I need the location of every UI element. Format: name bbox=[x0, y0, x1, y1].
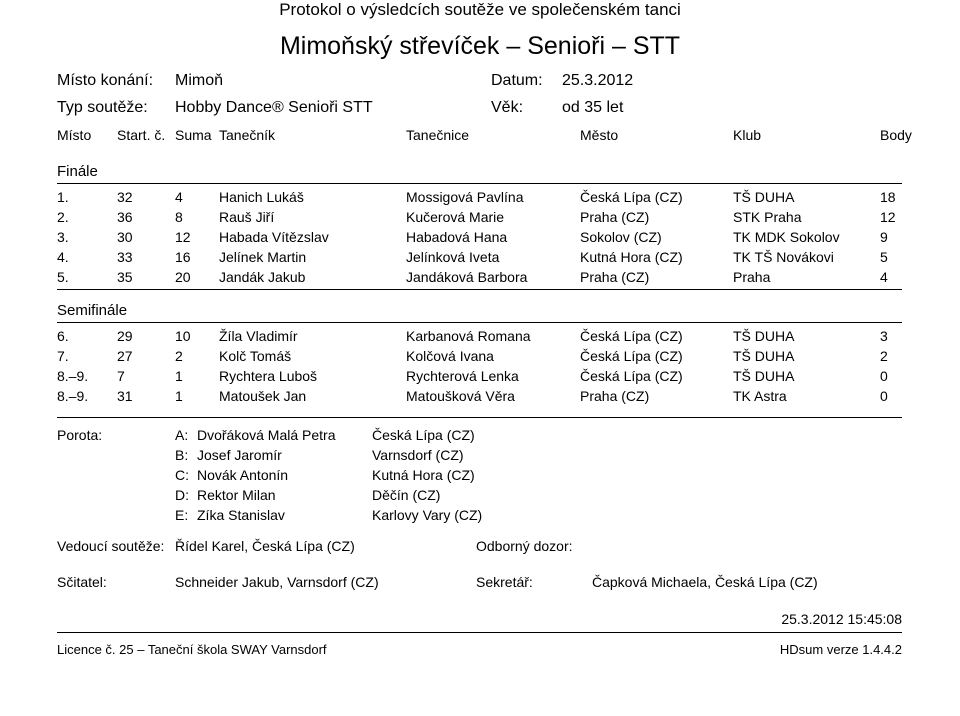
final-cell-klub: TK TŠ Novákovi bbox=[733, 249, 834, 265]
final-cell-tanecnice: Jandáková Barbora bbox=[406, 269, 528, 285]
semifinal-cell-tanecnice: Matoušková Věra bbox=[406, 388, 515, 404]
final-cell-start: 35 bbox=[117, 269, 133, 285]
judge-letter: A: bbox=[175, 427, 189, 443]
final-cell-body: 18 bbox=[880, 189, 896, 205]
semifinal-top-divider bbox=[57, 289, 902, 290]
jury-divider bbox=[57, 417, 902, 418]
age-label: Věk: bbox=[491, 99, 524, 116]
final-cell-mesto: Kutná Hora (CZ) bbox=[580, 249, 683, 265]
final-cell-misto: 5. bbox=[57, 269, 69, 285]
final-cell-tanecnice: Mossigová Pavlína bbox=[406, 189, 524, 205]
final-cell-tanecnice: Habadová Hana bbox=[406, 229, 508, 245]
final-cell-start: 30 bbox=[117, 229, 133, 245]
semifinal-cell-misto: 7. bbox=[57, 348, 69, 364]
type-label: Typ soutěže: bbox=[57, 99, 148, 116]
license-text: Licence č. 25 – Taneční škola SWAY Varnsdorf bbox=[57, 642, 327, 657]
final-cell-klub: Praha bbox=[733, 269, 771, 285]
semifinal-cell-body: 0 bbox=[880, 368, 888, 384]
col-tanecnik: Tanečník bbox=[219, 127, 276, 143]
leader-value: Řídel Karel, Česká Lípa (CZ) bbox=[175, 538, 355, 554]
supervisor-label: Odborný dozor: bbox=[476, 538, 573, 554]
semifinal-cell-klub: TŠ DUHA bbox=[733, 328, 795, 344]
semifinal-cell-tanecnik: Matoušek Jan bbox=[219, 388, 307, 404]
column-header bbox=[0, 127, 960, 147]
semifinal-cell-tanecnice: Rychterová Lenka bbox=[406, 368, 519, 384]
semifinal-cell-mesto: Česká Lípa (CZ) bbox=[580, 328, 683, 344]
judge-name: Dvořáková Malá Petra bbox=[197, 427, 336, 443]
semifinal-divider bbox=[57, 322, 902, 323]
final-cell-start: 33 bbox=[117, 249, 133, 265]
final-cell-misto: 1. bbox=[57, 189, 69, 205]
col-klub: Klub bbox=[733, 127, 762, 143]
semifinal-cell-tanecnik: Kolč Tomáš bbox=[219, 348, 292, 364]
final-cell-tanecnice: Kučerová Marie bbox=[406, 209, 505, 225]
semifinal-cell-misto: 8.–9. bbox=[57, 388, 89, 404]
final-cell-suma: 20 bbox=[175, 269, 191, 285]
footer-divider bbox=[57, 632, 902, 633]
semifinal-cell-body: 0 bbox=[880, 388, 888, 404]
age-value: od 35 let bbox=[562, 99, 624, 116]
semifinal-cell-suma: 1 bbox=[175, 368, 183, 384]
semifinal-cell-tanecnice: Karbanová Romana bbox=[406, 328, 531, 344]
col-suma: Suma bbox=[175, 127, 212, 143]
counter-label: Sčitatel: bbox=[57, 574, 107, 590]
semifinal-row bbox=[0, 388, 960, 408]
final-cell-klub: TK MDK Sokolov bbox=[733, 229, 840, 245]
semifinal-cell-tanecnik: Žíla Vladimír bbox=[219, 328, 298, 344]
semifinal-cell-tanecnice: Kolčová Ivana bbox=[406, 348, 494, 364]
semifinal-cell-body: 2 bbox=[880, 348, 888, 364]
final-cell-suma: 12 bbox=[175, 229, 191, 245]
semifinal-cell-start: 29 bbox=[117, 328, 133, 344]
date-value: 25.3.2012 bbox=[562, 72, 634, 89]
final-row bbox=[0, 269, 960, 289]
final-cell-suma: 8 bbox=[175, 209, 183, 225]
place-label: Místo konání: bbox=[57, 72, 154, 89]
judge-letter: C: bbox=[175, 467, 189, 483]
final-cell-body: 5 bbox=[880, 249, 888, 265]
semifinal-cell-misto: 6. bbox=[57, 328, 69, 344]
semifinal-cell-klub: TŠ DUHA bbox=[733, 348, 795, 364]
semifinal-cell-suma: 2 bbox=[175, 348, 183, 364]
final-section-title: Finále bbox=[57, 163, 98, 180]
semifinal-cell-mesto: Česká Lípa (CZ) bbox=[580, 368, 683, 384]
semifinal-section-title: Semifinále bbox=[57, 302, 128, 319]
final-cell-mesto: Česká Lípa (CZ) bbox=[580, 189, 683, 205]
judge-name: Zíka Stanislav bbox=[197, 507, 285, 523]
semifinal-cell-klub: TK Astra bbox=[733, 388, 787, 404]
semifinal-row bbox=[0, 328, 960, 348]
final-cell-klub: TŠ DUHA bbox=[733, 189, 795, 205]
final-row bbox=[0, 209, 960, 229]
final-cell-mesto: Sokolov (CZ) bbox=[580, 229, 662, 245]
software-version: HDsum verze 1.4.4.2 bbox=[779, 642, 902, 657]
judge-city: Česká Lípa (CZ) bbox=[372, 427, 475, 443]
jury-label: Porota: bbox=[57, 427, 103, 443]
semifinal-cell-start: 7 bbox=[117, 368, 125, 384]
semifinal-cell-body: 3 bbox=[880, 328, 888, 344]
semifinal-cell-start: 31 bbox=[117, 388, 133, 404]
judge-city: Karlovy Vary (CZ) bbox=[372, 507, 483, 523]
final-row bbox=[0, 229, 960, 249]
place-value: Mimoň bbox=[175, 72, 224, 89]
semifinal-cell-misto: 8.–9. bbox=[57, 368, 89, 384]
final-cell-mesto: Praha (CZ) bbox=[580, 209, 650, 225]
final-cell-misto: 2. bbox=[57, 209, 69, 225]
semifinal-row bbox=[0, 368, 960, 388]
final-cell-start: 36 bbox=[117, 209, 133, 225]
judge-city: Děčín (CZ) bbox=[372, 487, 441, 503]
final-cell-tanecnik: Jandák Jakub bbox=[219, 269, 306, 285]
final-cell-tanecnik: Hanich Lukáš bbox=[219, 189, 304, 205]
final-cell-body: 4 bbox=[880, 269, 888, 285]
print-timestamp: 25.3.2012 15:45:08 bbox=[781, 611, 902, 627]
final-cell-klub: STK Praha bbox=[733, 209, 802, 225]
judge-letter: B: bbox=[175, 447, 189, 463]
judge-letter: D: bbox=[175, 487, 189, 503]
col-body: Body bbox=[880, 127, 912, 143]
final-cell-misto: 3. bbox=[57, 229, 69, 245]
col-mesto: Město bbox=[580, 127, 619, 143]
final-cell-tanecnice: Jelínková Iveta bbox=[406, 249, 500, 265]
final-cell-start: 32 bbox=[117, 189, 133, 205]
col-start: Start. č. bbox=[117, 127, 166, 143]
secretary-label: Sekretář: bbox=[476, 574, 533, 590]
final-cell-mesto: Praha (CZ) bbox=[580, 269, 650, 285]
final-cell-tanecnik: Jelínek Martin bbox=[219, 249, 307, 265]
judge-letter: E: bbox=[175, 507, 189, 523]
judge-name: Josef Jaromír bbox=[197, 447, 282, 463]
final-row bbox=[0, 249, 960, 269]
final-cell-tanecnik: Habada Vítězslav bbox=[219, 229, 329, 245]
final-cell-misto: 4. bbox=[57, 249, 69, 265]
counter-value: Schneider Jakub, Varnsdorf (CZ) bbox=[175, 574, 379, 590]
leader-label: Vedoucí soutěže: bbox=[57, 538, 165, 554]
judge-city: Kutná Hora (CZ) bbox=[372, 467, 475, 483]
final-divider bbox=[57, 183, 902, 184]
semifinal-cell-suma: 10 bbox=[175, 328, 191, 344]
final-cell-tanecnik: Rauš Jiří bbox=[219, 209, 275, 225]
final-cell-body: 9 bbox=[880, 229, 888, 245]
final-row bbox=[0, 189, 960, 209]
final-cell-suma: 4 bbox=[175, 189, 183, 205]
date-label: Datum: bbox=[491, 72, 543, 89]
judge-city: Varnsdorf (CZ) bbox=[372, 447, 464, 463]
semifinal-cell-start: 27 bbox=[117, 348, 133, 364]
competition-title: Mimoňský střevíček – Senioři – STT bbox=[279, 32, 681, 60]
type-value: Hobby Dance® Senioři STT bbox=[175, 99, 373, 116]
judge-name: Novák Antonín bbox=[197, 467, 289, 483]
semifinal-row bbox=[0, 348, 960, 368]
semifinal-cell-tanecnik: Rychtera Luboš bbox=[219, 368, 318, 384]
judge-name: Rektor Milan bbox=[197, 487, 276, 503]
semifinal-cell-klub: TŠ DUHA bbox=[733, 368, 795, 384]
semifinal-cell-mesto: Praha (CZ) bbox=[580, 388, 650, 404]
final-cell-body: 12 bbox=[880, 209, 896, 225]
protocol-title: Protokol o výsledcích soutěže ve společenském tanci bbox=[279, 0, 681, 19]
col-misto: Místo bbox=[57, 127, 92, 143]
secretary-value: Čapková Michaela, Česká Lípa (CZ) bbox=[592, 574, 818, 590]
semifinal-cell-suma: 1 bbox=[175, 388, 183, 404]
semifinal-cell-mesto: Česká Lípa (CZ) bbox=[580, 348, 683, 364]
col-tanecnice: Tanečnice bbox=[406, 127, 470, 143]
final-cell-suma: 16 bbox=[175, 249, 191, 265]
